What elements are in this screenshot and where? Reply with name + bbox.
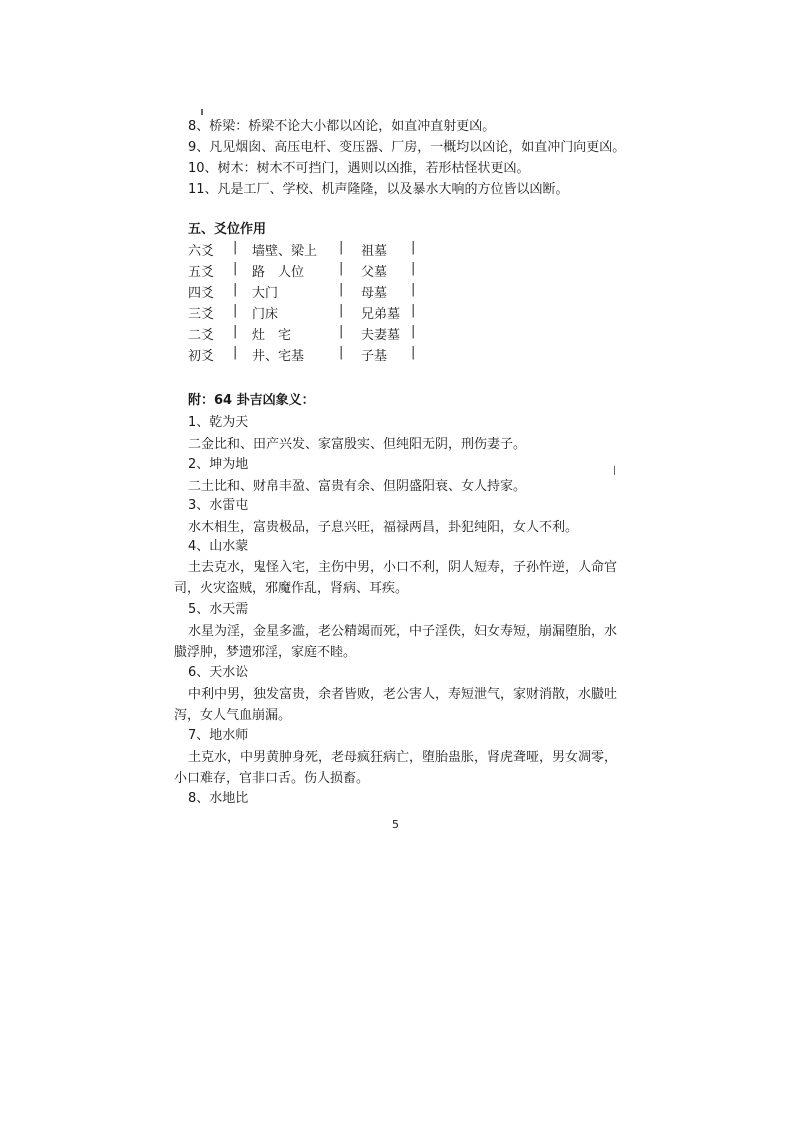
yao-name: 二爻 [188,328,215,343]
yao-tomb: 夫妻墓 [361,328,401,343]
separator: | [411,261,416,276]
yao-house: 门床 [252,307,279,322]
separator: | [339,324,344,339]
hexagram-title: 8、水地比 [188,791,249,806]
hexagram-desc-block [174,621,624,663]
hexagram-desc-block [174,747,624,789]
hexagram-desc: 水星为淫，金星多滥，老公精竭而死，中子淫佚，妇女寿短，崩漏堕胎，水臌浮肿，梦遗邪淫，家庭不睦。 [174,624,618,660]
hexagram-desc: 二金比和、田产兴发、家富殷实、但纯阳无阴，刑伤妻子。 [188,437,527,452]
hexagram-desc-block [188,476,624,497]
hexagram-entry [188,664,248,682]
yao-house: 灶 宅 [252,328,292,343]
yao-name: 初爻 [188,349,215,364]
separator: | [411,240,416,255]
hexagram-title: 6、天水讼 [188,665,249,680]
separator: | [233,261,238,276]
separator: | [411,324,416,339]
yao-tomb: 子基 [361,349,388,364]
hexagram-entry [188,790,248,808]
hexagram-title: 3、水雷屯 [188,498,249,513]
hexagram-desc: 水木相生，富贵极品，子息兴旺，福禄两昌，卦犯纯阳，女人不利。 [188,520,579,535]
yao-tomb: 兄弟墓 [361,307,401,322]
yao-tomb: 父墓 [361,265,388,280]
separator: | [411,282,416,297]
separator: | [233,282,238,297]
separator: | [233,240,238,255]
yao-name: 三爻 [188,307,215,322]
hexagram-desc: 二土比和、财帛丰盈、富贵有余、但阴盛阳衰、女人持家。 [188,479,527,494]
hexagram-title: 1、乾为天 [188,415,249,430]
rule-item-9: 9、凡见烟囱、高压电杆、变压器、厂房，一概均以凶论，如直冲门向更凶。 [188,140,626,155]
separator: | [339,345,344,360]
yao-house: 井、宅基 [252,349,305,364]
scan-speck [614,466,615,475]
rule-item-8: 8、桥梁：桥梁不论大小都以凶论，如直冲直射更凶。 [188,119,496,134]
hexagram-title: 7、地水师 [188,728,249,743]
separator: | [233,345,238,360]
hexagram-desc: 土克水，中男黄肿身死，老母疯狂病亡，堕胎蛊胀，肾虎聋哑，男女凋零，小口难存，官非口舌。伤人损畜。 [174,750,618,786]
separator: | [233,324,238,339]
hexagram-desc-block [174,557,624,599]
hexagram-entry [188,414,248,432]
hexagram-title: 4、山水蒙 [188,539,249,554]
separator: | [339,240,344,255]
hexagram-entry [188,497,248,515]
separator: | [233,303,238,318]
hexagram-desc: 中利中男，独发富贵，余者皆败，老公害人，寿短泄气，家财消散，水臌吐泻，女人气血崩漏。 [174,687,618,723]
hexagram-entry [188,601,248,619]
yao-house: 路 人位 [252,265,305,280]
yao-house: 墙壁、梁上 [252,244,318,259]
hexagram-desc-block [174,684,624,726]
yao-name: 六爻 [188,244,215,259]
yao-tomb: 母墓 [361,286,388,301]
rule-item-11: 11、凡是工厂、学校、机声隆隆，以及暴水大响的方位皆以凶断。 [188,182,569,197]
rule-item-10: 10、树木：树木不可挡门，遇则以凶推，若形枯怪状更凶。 [188,161,530,176]
yao-name: 五爻 [188,265,215,280]
scan-speck [201,109,203,115]
separator: | [339,303,344,318]
hexagram-title: 2、坤为地 [188,457,249,472]
hexagram-entry [188,456,248,474]
separator: | [411,303,416,318]
hexagram-desc-block [188,434,624,455]
section-title: 五、爻位作用 [188,222,267,237]
page-number: 5 [392,818,399,831]
hexagram-desc: 土去克水，鬼怪入宅，主伤中男，小口不利，阴人短寿，子孙忤逆，人命官司，火灾盗贼，邪魔作乱，肾病、耳疾。 [174,560,618,596]
yao-house: 大门 [252,286,279,301]
hexagram-title: 5、水天需 [188,602,249,617]
hexagram-entry [188,538,248,556]
separator: | [411,345,416,360]
yao-tomb: 祖墓 [361,244,388,259]
hexagram-entry [188,727,248,745]
hexagram-desc-block [188,517,624,538]
yao-name: 四爻 [188,286,215,301]
separator: | [339,282,344,297]
separator: | [339,261,344,276]
appendix-title: 附：64 卦吉凶象义： [188,393,315,408]
